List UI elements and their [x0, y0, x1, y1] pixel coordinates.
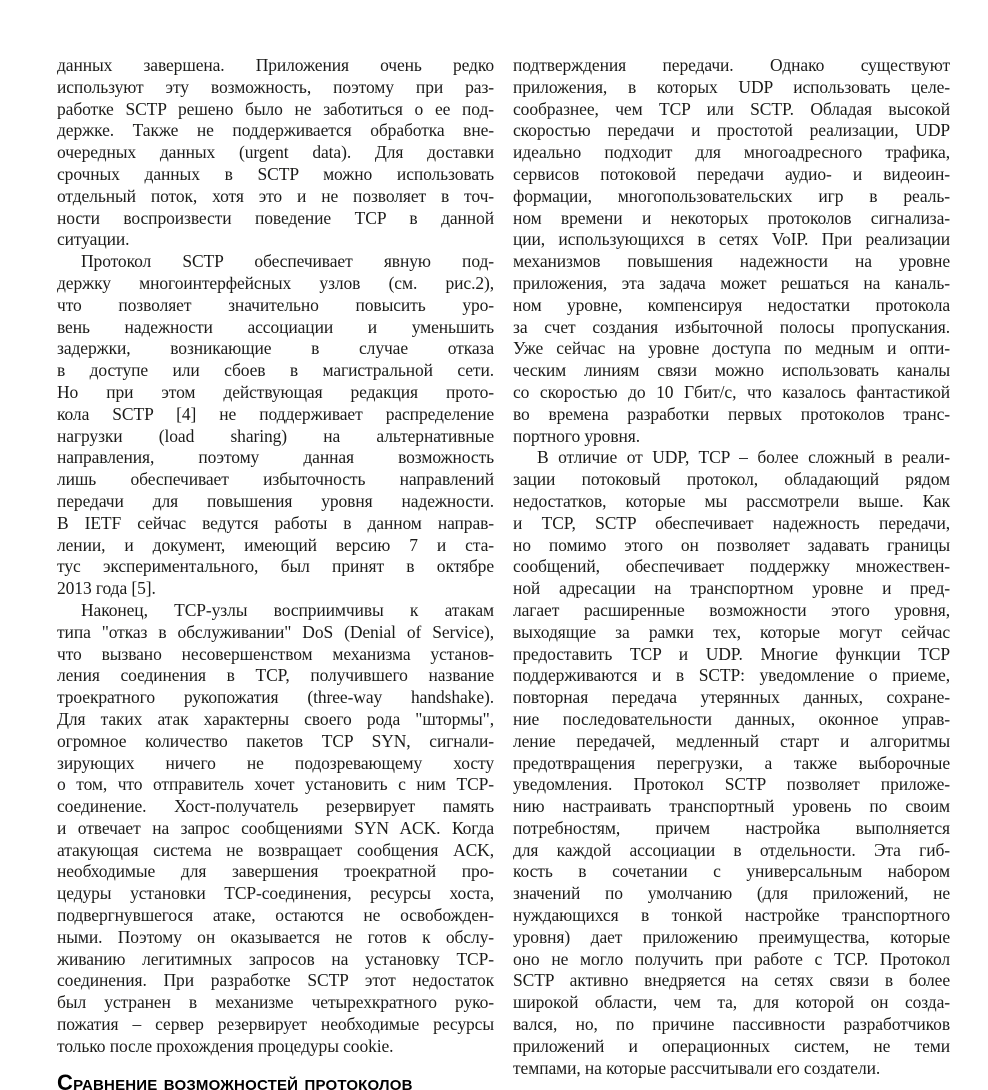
text-line: выходящие за рамки тех, которые могут сейчас — [513, 621, 950, 642]
text-line: соединения. При разработке SCTP этот недостаток — [57, 970, 494, 991]
text-line: вался, но, по причине пассивности разработчиков — [513, 1014, 950, 1035]
right-column-paragraphs — [513, 55, 950, 1079]
text-line: ном уровне, компенсируя недостатки протокола — [513, 294, 950, 315]
text-line: со скоростью до 10 Гбит/с, что казалось фантастикой — [513, 381, 950, 402]
text-line: данных завершена. Приложения очень редко — [57, 55, 494, 75]
text-line: был устранен в механизме четырехкратного руко- — [57, 992, 494, 1013]
text-line: приложения, эта задача может решаться на каналь- — [513, 272, 950, 293]
text-line: Наконец, TCP-узлы восприимчивы к атакам — [81, 599, 494, 620]
text-line: приложений и операционных систем, не теми — [513, 1035, 950, 1056]
left-column — [57, 55, 494, 1090]
text-line: и отвечает на запрос сообщениями SYN ACK. Когда — [57, 817, 494, 838]
text-line: недостатков, которые мы рассмотрели выше. Как — [513, 490, 950, 511]
text-line: направления, поэтому данная возможность — [57, 447, 494, 468]
text-line: за счет создания избыточной полосы пропускания. — [513, 316, 950, 337]
text-line: нию настраивать транспортный уровень по своим — [513, 796, 950, 817]
text-line: ными. Поэтому он оказывается не готов к обслу- — [57, 926, 494, 947]
text-line: нуждающихся в тонкой настройке транспортного — [513, 905, 950, 926]
text-line: ческим линиям связи можно использовать каналы — [513, 360, 950, 381]
text-line: Протокол SCTP обеспечивает явную под- — [81, 251, 494, 272]
text-line: но помимо этого он позволяет задавать границы — [513, 534, 950, 555]
text-line: уведомления. Протокол SCTP позволяет приложе- — [513, 774, 950, 795]
text-line: зирующих ничего не подозревающему хосту — [57, 752, 494, 773]
text-line: и TCP, SCTP обеспечивает надежность передачи, — [513, 512, 950, 533]
text-line: приложения, в которых UDP использовать целе- — [513, 76, 950, 97]
text-line: скоростью передачи и простотой реализации, UDP — [513, 120, 950, 141]
text-line: атакующая система не возвращает сообщения ACK, — [57, 839, 494, 860]
text-line: ление передачей, медленный старт и алгоритмы — [513, 730, 950, 751]
text-line: тус экспериментального, был принят в октябре — [57, 556, 494, 577]
text-line: предотвращения перегрузки, а также выборочные — [513, 752, 950, 773]
text-line: портного уровня. — [513, 425, 640, 446]
text-line: ние последовательности данных, оконное управ- — [513, 708, 950, 729]
text-line: сообщений, обеспечивает поддержку множествен- — [513, 556, 950, 577]
text-line: Но при этом действующая редакция прото- — [57, 381, 494, 402]
text-line: В отличие от UDP, TCP – более сложный в реали- — [537, 447, 950, 468]
text-line: отдельный поток, хотя это и не позволяет в точ- — [57, 185, 494, 206]
text-line: SCTP активно внедряется на сетях связи в более — [513, 970, 950, 991]
text-line: В IETF сейчас ведутся работы в данном направ- — [57, 512, 494, 533]
text-line: ления соединения в TCP, получившего название — [57, 665, 494, 686]
text-line: сервисов потоковой передачи аудио- и видеоин- — [513, 163, 950, 184]
text-line: предоставить TCP и UDP. Многие функции TCP — [513, 643, 950, 664]
text-line: что позволяет значительно повысить уро- — [57, 294, 494, 315]
text-line: механизмов повышения надежности на уровне — [513, 251, 950, 272]
text-line: широкой области, чем та, для которой он созда- — [513, 992, 950, 1013]
text-line: 2013 года [5]. — [57, 578, 156, 599]
text-line: передачи для повышения уровня надежности. — [57, 490, 494, 511]
text-line: ной адресации на транспортном уровне и пред- — [513, 578, 950, 599]
text-line: нагрузки (load sharing) на альтернативные — [57, 425, 494, 446]
text-line: работке SCTP решено было не заботиться о ее под- — [57, 98, 494, 119]
text-line: подтверждения передачи. Однако существуют — [513, 55, 950, 75]
text-line: ном времени и некоторых протоколов сигнализа- — [513, 207, 950, 228]
text-line: живанию легитимных запросов на установку TCP- — [57, 948, 494, 969]
text-line: для каждой ассоциации в отдельности. Эта гиб- — [513, 839, 950, 860]
text-line: уровня) дает приложению преимущества, которые — [513, 926, 950, 947]
text-line: только после прохождения процедуры cookie. — [57, 1035, 394, 1056]
text-line: огромное количество пакетов TCP SYN, сигнали- — [57, 730, 494, 751]
text-line: троекратного рукопожатия (three-way handshake). — [57, 687, 494, 708]
text-line: что вызвано несовершенством механизма установ- — [57, 643, 494, 664]
text-line: срочных данных в SCTP можно использовать — [57, 163, 494, 184]
text-line: необходимые для завершения троекратной про- — [57, 861, 494, 882]
text-line: используют эту возможность, поэтому при раз- — [57, 76, 494, 97]
text-line: оно не могло получить при работе с TCP. Протокол — [513, 948, 950, 969]
text-line: формации, многопользовательских игр в реаль- — [513, 185, 950, 206]
text-line: лагает расширенные возможности этого уровня, — [513, 599, 950, 620]
text-line: держке. Также не поддерживается обработка вне- — [57, 120, 494, 141]
text-line: ситуации. — [57, 229, 130, 250]
text-line: лении, и документ, имеющий версию 7 и ста- — [57, 534, 494, 555]
text-line: кола SCTP [4] не поддерживает распределение — [57, 403, 494, 424]
text-line: ции, использующихся в сетях VoIP. При реализации — [513, 229, 950, 250]
text-line: подвергнувшегося атаке, остаются не освобожден- — [57, 905, 494, 926]
text-line: цедуры установки TCP-соединения, ресурсы хоста, — [57, 883, 494, 904]
text-line: лишь обеспечивает избыточность направлений — [57, 469, 494, 490]
text-line: сообразнее, чем TCP или SCTP. Обладая высокой — [513, 98, 950, 119]
text-line: типа "отказ в обслуживании" DoS (Denial of Service), — [57, 621, 494, 642]
section-heading: Сравнение возможностей протоколов — [57, 1069, 413, 1090]
text-line: во времена разработки первых протоколов транс- — [513, 403, 950, 424]
text-line: зации потоковый протокол, обладающий рядом — [513, 469, 950, 490]
text-line: повторная передача утерянных данных, сохране- — [513, 687, 950, 708]
text-line: пожатия – сервер резервирует необходимые ресурсы — [57, 1014, 494, 1035]
text-line: держку многоинтерфейсных узлов (см. рис.2), — [57, 272, 494, 293]
text-line: значений по умолчанию (для приложений, не — [513, 883, 950, 904]
text-line: Для таких атак характерны своего рода "штормы", — [57, 708, 494, 729]
text-line: потребностям, причем настройка выполняется — [513, 817, 950, 838]
text-line: очередных данных (urgent data). Для доставки — [57, 142, 494, 163]
left-column-paragraphs — [57, 55, 494, 1058]
right-column — [513, 55, 950, 1079]
text-line: о том, что отправитель хочет установить с ним TCP- — [57, 774, 494, 795]
text-line: Уже сейчас на уровне доступа по медным и опти- — [513, 338, 950, 359]
text-line: идеально подходит для многоадресного трафика, — [513, 142, 950, 163]
text-line: кость в сочетании с универсальным набором — [513, 861, 950, 882]
text-line: поддерживаются и в SCTP: уведомление о приеме, — [513, 665, 950, 686]
text-line: в доступе или сбоев в магистральной сети. — [57, 360, 494, 381]
text-line: соединение. Хост-получатель резервирует память — [57, 796, 494, 817]
text-line: темпами, на которые рассчитывали его создатели. — [513, 1057, 881, 1078]
text-line: задержки, возникающие в случае отказа — [57, 338, 494, 359]
text-line: вень надежности ассоциации и уменьшить — [57, 316, 494, 337]
text-line: ности воспроизвести поведение TCP в данной — [57, 207, 494, 228]
